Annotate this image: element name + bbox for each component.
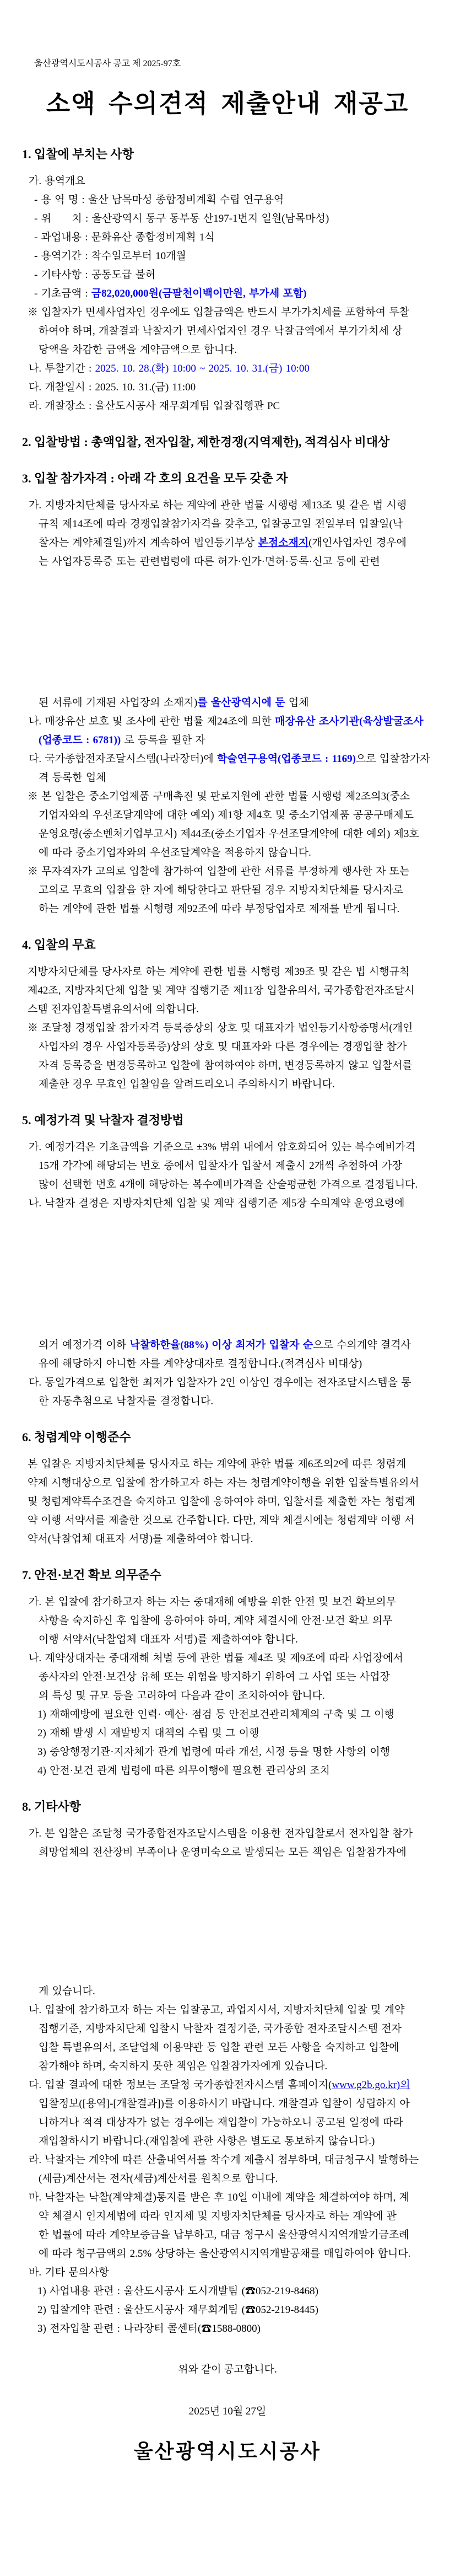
s1-service-period: - 용역기간 : 착수일로부터 10개월 [34, 250, 186, 262]
s7-ga-line: 사항을 숙지하신 후 입찰에 응하여야 하며, 계약 체결시에 안전·보건 확보 의무 [39, 1615, 393, 1627]
s8-na-line: 나. 입찰에 참가하고자 하는 자는 입찰공고, 과업지시서, 지방자치단체 입찰 및 계약 [29, 2004, 405, 2016]
organization-name: 울산광역시도시공사 [134, 2440, 321, 2462]
s8-na-line: 참가해야 하며, 숙지하지 못한 책임은 입찰참가자에게 있습니다. [39, 2060, 328, 2072]
s3-ulsan-region-term: 를 울산광역시에 둔 [197, 697, 285, 709]
section2-heading: 2. 입찰방법 : 총액입찰, 전자입찰, 제한경쟁(지역제한), 적격심사 비대상 [22, 435, 390, 449]
s3-ga-line-text: 된 서류에 기재된 사업장의 소재지) [39, 697, 198, 709]
s3-na-line [22, 712, 433, 731]
s5-da-line: 다. 동일가격으로 입찰한 최저가 입찰자가 2인 이상인 경우에는 전자조달시스템을 통 [29, 1377, 411, 1388]
s1-base-amount-label: - 기초금액 : [34, 288, 91, 299]
section1-heading: 1. 입찰에 부치는 사항 [22, 147, 134, 161]
s1-opening-datetime: 다. 개찰일시 : 2025. 10. 31.(금) 11:00 [29, 382, 196, 393]
s8-da-line: 니하거나 적격 대상자가 없는 경우에는 재입찰이 가능하오니 공고된 일정에 따라 [39, 2117, 403, 2128]
s1-vat-note-line: 하여야 하며, 개찰결과 낙찰자가 면세사업자인 경우 낙찰금액에서 부가가치세 상 [39, 325, 403, 337]
s3-note1-line: ※ 본 입찰은 중소기업제품 구매촉진 및 판로지원에 관한 법률 시행령 제2조의3(중소 [28, 791, 410, 802]
s3-head-office-term: 본점소재지 [258, 537, 309, 549]
s5-na-line: 유에 해당하지 아니한 자를 계약상대자로 결정합니다.(적격심사 비대상) [39, 1358, 362, 1370]
contact-line-ebid [22, 2320, 433, 2338]
s3-da-line: 격 등록한 업체 [39, 772, 106, 783]
s1-location: - 위 치 : 울산광역시 동구 동부동 산197-1번지 일원(남목마성) [34, 213, 329, 224]
s3-note1-line: 운영요령(중소벤처기업부고시) 제44조(중소기업자 우선조달계약에 대한 예외) 제3호 [39, 828, 419, 840]
s7-measure-item: 2) 재해 발생 시 재발방지 대책의 수립 및 그 이행 [37, 1727, 259, 1739]
s3-industry-code-6781: (업종코드 : 6781)) [39, 734, 121, 746]
s1-bid-period-value: 2025. 10. 28.(화) 10:00 ~ 2025. 10. 31.(금) 10:00 [95, 363, 310, 374]
s3-note1-line: 기업자와의 우선조달계약에 대한 예외) 제1항 제4호 및 중소기업제품 공공구매제도 [39, 809, 414, 821]
page-break-1 [22, 571, 433, 694]
s8-ba-heading: 바. 기타 문의사항 [29, 2267, 109, 2278]
s8-da-line [22, 2076, 433, 2095]
contact-line-contract [22, 2301, 433, 2320]
s3-na-line-text: 나. 매장유산 보호 및 조사에 관한 법률 제24조에 의한 [29, 716, 275, 727]
s8-ga-line: 희망업체의 전산장비 부족이나 운영미숙으로 발생되는 모든 책임은 입찰참가자에 [39, 1847, 407, 1858]
s3-ga-line: 는 사업자등록증 또는 관련법령에 따른 허가·인가·면허·등록·신고 등에 관련 [39, 556, 380, 567]
contact-phone-number: 052-219-8445) [255, 2304, 318, 2316]
section4-heading: 4. 입찰의 무효 [22, 938, 96, 952]
s3-industry-code-1169: 학술연구용역(업종코드 : 1169) [216, 753, 356, 765]
s6-body-line: 약제 시행대상으로 입찰에 참가하고자 하는 자는 청렴계약이행을 위한 입찰특별유의서 [28, 1477, 419, 1489]
s8-ra-line: (세금)계산서는 전자(세금)계산서를 원칙으로 합니다. [39, 2173, 278, 2185]
g2b-link[interactable]: www.g2b.go.kr)의 [332, 2079, 410, 2091]
phone-icon: ☎ [201, 2323, 212, 2334]
s8-na-line: 집행기준, 지방자치단체 입찰시 낙찰자 결정기준, 국가종합 전자조달시스템 전자 [39, 2023, 402, 2035]
s5-na-line: 나. 낙찰자 결정은 지방자치단체 입찰 및 계약 집행기준 제5장 수의계약 운영요령에 [29, 1198, 405, 1209]
s3-ga-line [22, 534, 433, 552]
s1-bid-period-label: 나. 투찰기간 : [29, 363, 95, 374]
closing-statement: 위와 같이 공고합니다. [178, 2364, 277, 2375]
s6-body-line: 약 이행 서약서를 제출한 것으로 간주합니다. 다만, 계약 체결시에는 청렴계약 이행 서 [28, 1515, 415, 1526]
s7-na-line: 종사자의 안전·보건상 유해 또는 위험을 방지하기 위하여 그 사업 또는 사업장 [39, 1671, 390, 1683]
s4-note-line: 제출한 경우 무효인 입찰임을 알려드리오니 주의하시기 바랍니다. [39, 1078, 335, 1090]
s3-na-line-text: 로 등록을 필한 자 [121, 734, 205, 746]
s4-body-line: 스템 전자입찰특별유의서에 의합니다. [28, 1003, 199, 1015]
s5-na-line-text: 의거 예정가격 이하 [39, 1339, 130, 1351]
s6-body-line: 약서(낙찰업체 대표자 서명)를 제출하여야 합니다. [28, 1533, 253, 1545]
contact-line-business [22, 2282, 433, 2301]
s6-body-line: 및 청렴계약특수조건을 숙지하고 입찰에 응하여야 하며, 입찰서를 제출한 자는 청렴계 [28, 1496, 415, 1507]
s7-measure-item: 1) 재해예방에 필요한 인력· 예산· 점검 등 안전보건관리체계의 구축 및 그 이행 [37, 1709, 394, 1720]
s5-da-line: 한 자동추첨으로 낙찰자를 결정합니다. [39, 1396, 214, 1407]
s8-da-line-text: 다. 입찰 결과에 대한 정보는 조달청 국가종합전자시스템 홈페이지( [29, 2079, 332, 2091]
s4-note-line: 사업자의 경우 사업자등록증)상의 상호 및 대표자와 다른 경우에는 경쟁입찰 참가 [39, 1041, 407, 1053]
s4-note-line: ※ 조달청 경쟁입찰 참가자격 등록증상의 상호 및 대표자가 법인등기사항증명서(개인 [28, 1022, 413, 1034]
contact-phone-number: 1588-0800) [212, 2323, 261, 2334]
s5-lower-limit-term: 낙찰하한율(88%) 이상 최저가 입찰자 순 [129, 1339, 313, 1351]
s3-na-line [22, 731, 433, 750]
s3-note2-line: 하는 계약에 관한 법률 시행령 제92조에 따라 부정당업자로 제재를 받게 됩니다. [39, 903, 400, 915]
s3-heritage-agency-term: 매장유산 조사기관(육상발굴조사 [275, 716, 424, 727]
s1-vat-note-line: 당액을 차감한 금액을 계약금액으로 합니다. [39, 344, 237, 356]
s1-service-name: - 용 역 명 : 울산 남목마성 종합정비계획 수립 연구용역 [34, 194, 284, 206]
doc-title: 소액 수의견적 제출안내 재공고 [46, 89, 409, 117]
s8-ma-line: 마. 낙찰자는 낙찰(계약체결)통지를 받은 후 10일 이내에 계약을 체결하여야 하며, 계 [29, 2192, 409, 2203]
s4-body-line: 제42조, 지방자치단체 입찰 및 계약 집행기준 제11장 입찰유의서, 국가종합전자조달시 [28, 985, 415, 996]
s3-ga-line: 가. 지방자치단체를 당사자로 하는 계약에 관한 법률 시행령 제13조 및 같은 법 시행 [29, 500, 407, 511]
s1-base-amount [22, 285, 433, 303]
s3-ga-line-text: (개인사업자인 경우에 [308, 537, 407, 549]
s3-da-line [22, 750, 433, 769]
phone-icon: ☎ [245, 2304, 256, 2316]
s5-ga-line: 가. 예정가격은 기초금액을 기준으로 ±3% 범위 내에서 암호화되어 있는 복수예비가격 [29, 1141, 416, 1153]
s1-base-amount-value: 금82,020,000원(금팔천이백이만원, 부가세 포함) [91, 288, 307, 299]
s8-ma-line: 약 체결시 인지세법에 따라 인지세 및 지방자치단체를 당사자로 하는 계약에 관 [39, 2210, 397, 2222]
s7-ga-line: 가. 본 입찰에 참가하고자 하는 자는 중대재해 예방을 위한 안전 및 보건 확보의무 [29, 1596, 397, 1608]
s7-na-line: 나. 계약상대자는 중대재해 처벌 등에 관한 법률 제4조 및 제9조에 따라 사업장에서 [29, 1652, 403, 1664]
s1-bid-period [22, 359, 433, 378]
s8-ra-line: 라. 낙찰자는 계약에 따른 산출내역서를 착수계 제출시 첨부하며, 대금청구시 발행하는 [29, 2154, 419, 2166]
s3-da-line-text: 다. 국가종합전자조달시스템(나라장터)에 [29, 753, 217, 765]
s7-na-line: 의 특성 및 규모 등을 고려하여 다음과 같이 조치하여야 합니다. [39, 1690, 325, 1702]
section8-heading: 8. 기타사항 [22, 1800, 82, 1813]
s3-ga-line-text: 업체 [285, 697, 309, 709]
s3-ga-line-text: 찰자는 계약체결일)까지 계속하여 법인등기부상 [39, 537, 258, 549]
s8-na-line: 입찰 특별유의서, 조달업체 이용약관 등 입찰 관련 모든 사항을 숙지하고 입찰에 [39, 2042, 399, 2053]
s3-note2-line: 고의로 무효의 입찰을 한 자에 해당한다고 판단될 경우 지방자치단체를 당사자로 [39, 884, 403, 896]
phone-icon: ☎ [245, 2285, 256, 2297]
s8-ga-line: 게 있습니다. [39, 1985, 95, 1997]
s5-ga-line: 많이 선택한 번호 4개에 해당하는 복수예비가격을 산술평균한 가격으로 결정됩니다. [39, 1179, 418, 1190]
s1-overview-heading: 가. 용역개요 [29, 175, 85, 187]
s8-ga-line: 가. 본 입찰은 조달청 국가종합전자조달시스템을 이용한 전자입찰로서 전자입찰 참가 [29, 1828, 413, 1839]
page-break-2 [22, 1213, 433, 1336]
s7-measure-item: 4) 안전·보건 관계 법령에 따른 의무이행에 필요한 관리상의 조치 [37, 1765, 331, 1777]
announcement-date: 2025년 10월 27일 [188, 2406, 267, 2417]
page-break-3 [22, 1862, 433, 1982]
s3-note2-line: ※ 무자격자가 고의로 입찰에 참가하여 입찰에 관한 서류를 부정하게 행사한 자 또는 [28, 866, 410, 877]
contact-text: 1) 사업내용 관련 : 울산도시공사 도시개발팀 ( [37, 2285, 245, 2297]
section3-heading: 3. 입찰 참가자격 : 아래 각 호의 요건을 모두 갖춘 자 [22, 471, 288, 485]
contact-text: 2) 입찰계약 관련 : 울산도시공사 재무회계팀 ( [37, 2304, 245, 2316]
section7-heading: 7. 안전·보건 확보 의무준수 [22, 1568, 161, 1582]
s1-opening-place: 라. 개찰장소 : 울산도시공사 재무회계팀 입찰집행관 PC [29, 400, 280, 412]
s1-vat-note-line: ※ 입찰자가 면세사업자인 경우에도 입찰금액은 반드시 부가가치세를 포함하여 투찰 [28, 307, 410, 318]
s8-da-line: 입찰정보([용역]-[개찰결과])를 이용하시기 바랍니다. 개찰결과 입찰이 성립하지 아 [39, 2098, 410, 2110]
s5-na-line [22, 1336, 433, 1355]
s8-ma-line: 에 따라 청구금액의 2.5% 상당하는 울산광역시지역개발공채를 매입하여야 합니다. [39, 2248, 411, 2260]
s3-da-line-text: 으로 입찰참가자 [355, 753, 430, 765]
s1-task-content: - 과업내용 : 문화유산 종합정비계획 1식 [34, 232, 215, 243]
s3-ga-line [22, 694, 433, 712]
notice-number: 울산광역시도시공사 공고 제 2025-97호 [34, 59, 181, 68]
section5-heading: 5. 예정가격 및 낙찰자 결정방법 [22, 1113, 184, 1127]
s5-na-line-text: 으로 수의계약 결격사 [313, 1339, 411, 1351]
s1-etc: - 기타사항 : 공동도급 불허 [34, 269, 156, 281]
s8-da-line: 재입찰하시기 바랍니다.(재입찰에 관한 사항은 별도로 통보하지 않습니다.) [39, 2135, 375, 2147]
s4-note-line: 자격 등록증을 변경등록하고 입찰에 참여하여야 하며, 변경등록하지 않고 입찰서를 [39, 1060, 413, 1071]
s4-body-line: 지방자치단체를 당사자로 하는 계약에 관한 법률 시행령 제39조 및 같은 법 시행규칙 [28, 966, 410, 978]
s3-ga-line: 규칙 제14조에 따라 경쟁입찰참가자격을 갖추고, 입찰공고일 전일부터 입찰일(낙 [39, 518, 403, 530]
s3-note1-line: 에 따라 중소기업자와의 우선조달계약을 적용하지 않습니다. [39, 847, 311, 858]
s5-ga-line: 15개 각각에 해당되는 번호 중에서 입찰자가 입찰서 제출시 2개씩 추첨하여 가장 [39, 1160, 402, 1172]
contact-phone-number: 052-219-8468) [255, 2285, 318, 2297]
section6-heading: 6. 청렴계약 이행준수 [22, 1430, 131, 1444]
s7-measure-item: 3) 중앙행정기관·지자체가 관계 법령에 따라 개선, 시정 등을 명한 사항의 이행 [37, 1746, 391, 1758]
s7-ga-line: 이행 서약서(낙찰업체 대표자 서명)를 제출하여야 합니다. [39, 1634, 298, 1645]
s6-body-line: 본 입찰은 지방자치단체를 당사자로 하는 계약에 관한 법률 제6조의2에 따른 청렴계 [28, 1458, 407, 1470]
s8-ma-line: 한 법률에 따라 계약보증금을 납부하고, 대금 청구시 울산광역시지역개발기금조례 [39, 2229, 409, 2241]
contact-text: 3) 전자입찰 관련 : 나라장터 콜센터( [37, 2323, 202, 2334]
